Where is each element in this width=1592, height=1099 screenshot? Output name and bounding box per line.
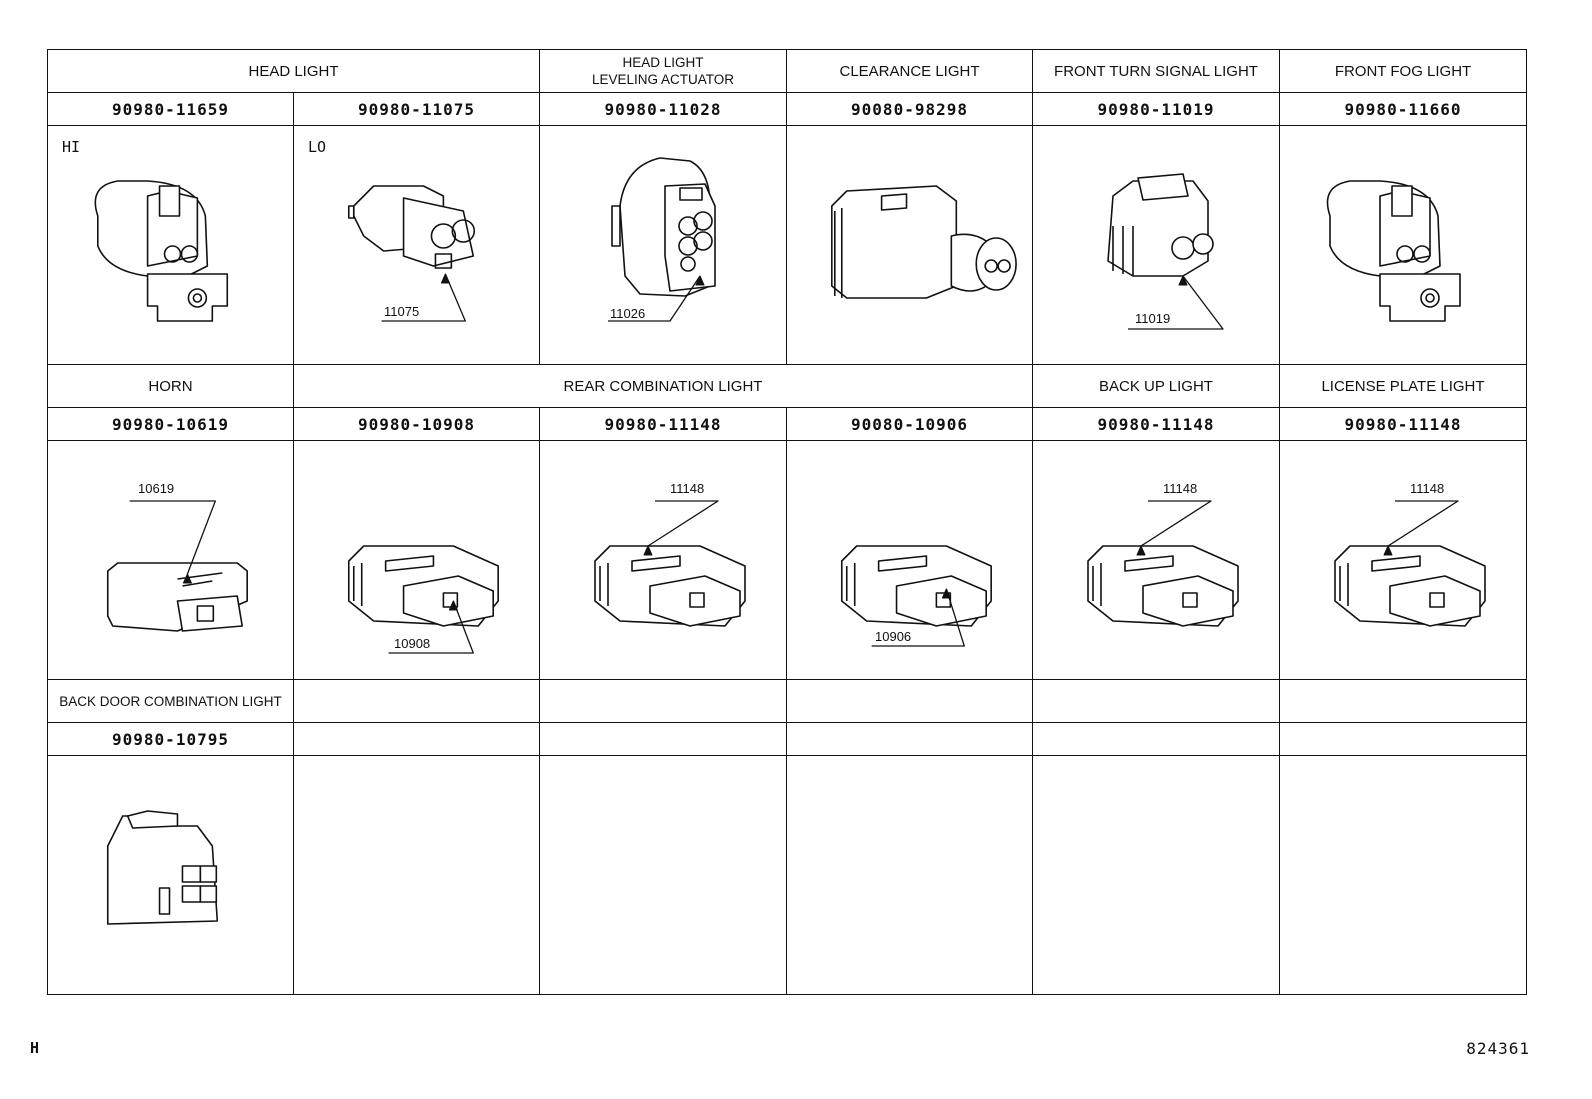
section-header: LICENSE PLATE LIGHT	[1280, 365, 1527, 408]
callout-label: 11148	[1163, 481, 1198, 496]
part-number: 90980-11019	[1033, 93, 1280, 126]
part-number: 90980-11075	[294, 93, 540, 126]
part-number: 90980-10619	[48, 408, 294, 441]
callout-label: 11075	[384, 304, 420, 319]
part-number: 90980-11660	[1280, 93, 1527, 126]
connector-illustration-cell	[1280, 441, 1527, 680]
callout-label: 10908	[394, 636, 431, 651]
callout-label: 11148	[670, 481, 705, 496]
connector-illustration-cell	[787, 126, 1033, 365]
callout-label: 10906	[875, 629, 912, 644]
connector-illustration-cell	[294, 756, 540, 995]
connector-illustration-cell	[1033, 441, 1280, 680]
connector-illustration-cell	[294, 441, 540, 680]
section-header: FRONT TURN SIGNAL LIGHT	[1033, 50, 1280, 93]
part-number	[294, 723, 540, 756]
section-header: HEAD LIGHT	[48, 50, 540, 93]
connector-illustration-cell	[1033, 126, 1280, 365]
callout-label: 11026	[610, 306, 646, 321]
section-header	[1033, 680, 1280, 723]
connector-table	[47, 49, 1527, 995]
connector-illustration-cell	[540, 441, 787, 680]
variant-tag: HI	[62, 138, 81, 156]
connector-illustration-cell	[1280, 756, 1527, 995]
connector-illustration-cell	[294, 126, 540, 365]
part-number: 90980-11148	[1280, 408, 1527, 441]
connector-chart	[47, 49, 1526, 1010]
callout-label: 11019	[1135, 311, 1171, 326]
section-header: CLEARANCE LIGHT	[787, 50, 1033, 93]
part-number	[787, 723, 1033, 756]
section-header	[787, 680, 1033, 723]
drawing-number: 824361	[1466, 1039, 1530, 1058]
callout-label: 10619	[138, 481, 175, 496]
connector-illustration-cell	[48, 441, 294, 680]
connector-illustration-cell	[48, 126, 294, 365]
section-header: BACK DOOR COMBINATION LIGHT	[48, 680, 294, 723]
part-number: 90080-98298	[787, 93, 1033, 126]
connector-illustration-cell	[48, 756, 294, 995]
section-header: HORN	[48, 365, 294, 408]
connector-illustration-cell	[540, 756, 787, 995]
connector-illustration-cell	[787, 756, 1033, 995]
callout-label: 11148	[1410, 481, 1445, 496]
part-number: 90980-10908	[294, 408, 540, 441]
section-header	[294, 680, 540, 723]
footer-code: H	[30, 1039, 40, 1057]
variant-tag: LO	[308, 138, 327, 156]
section-header: HEAD LIGHT LEVELING ACTUATOR	[540, 50, 787, 93]
part-number	[1280, 723, 1527, 756]
section-header	[540, 680, 787, 723]
part-number: 90980-11659	[48, 93, 294, 126]
connector-illustration-cell	[787, 441, 1033, 680]
part-number	[540, 723, 787, 756]
part-number	[1033, 723, 1280, 756]
section-header	[1280, 680, 1527, 723]
connector-illustration-cell	[1280, 126, 1527, 365]
section-header: FRONT FOG LIGHT	[1280, 50, 1527, 93]
part-number: 90080-10906	[787, 408, 1033, 441]
connector-illustration-cell	[1033, 756, 1280, 995]
connector-illustration-cell	[540, 126, 787, 365]
section-header: BACK UP LIGHT	[1033, 365, 1280, 408]
part-number: 90980-11148	[1033, 408, 1280, 441]
part-number: 90980-11148	[540, 408, 787, 441]
part-number: 90980-11028	[540, 93, 787, 126]
section-header: REAR COMBINATION LIGHT	[294, 365, 1033, 408]
part-number: 90980-10795	[48, 723, 294, 756]
